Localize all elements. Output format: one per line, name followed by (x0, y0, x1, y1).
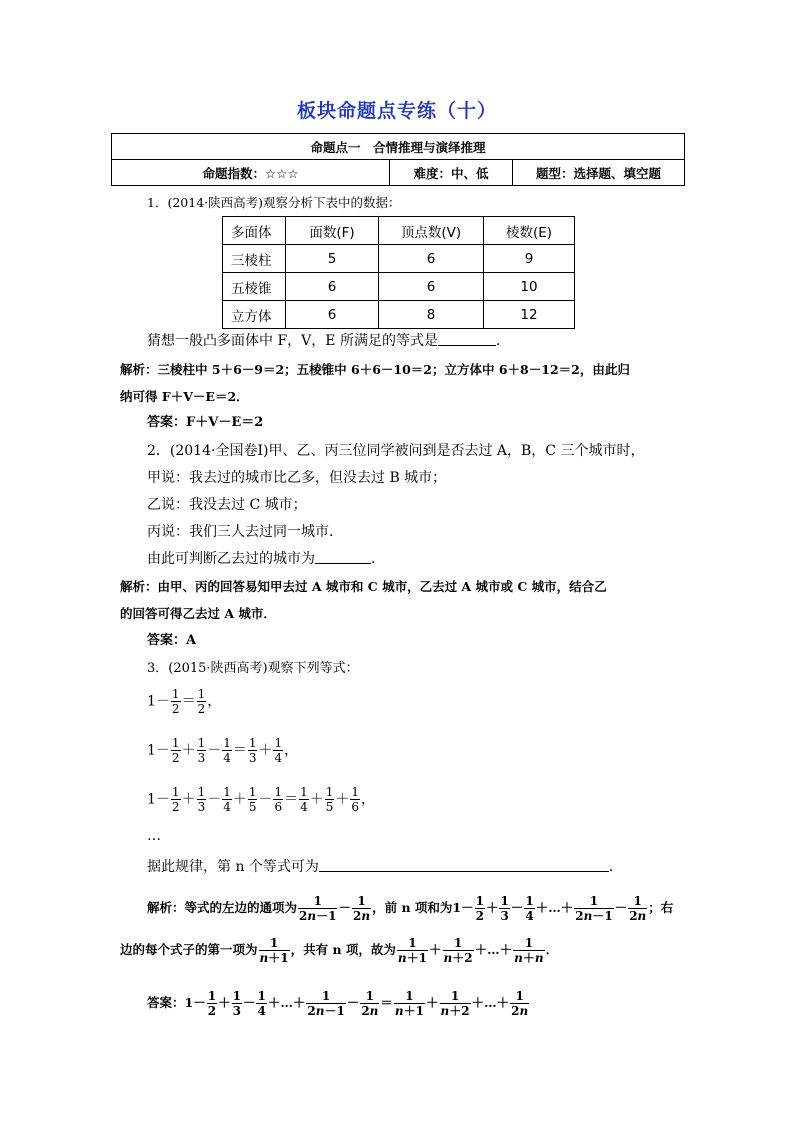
ellipsis: … (147, 828, 161, 844)
analysis-text: 等式的左边的通项为 (184, 900, 298, 915)
q2-jia: 甲说：我去过的城市比乙多，但没去过 B 城市； (147, 470, 447, 486)
q2-yi: 乙说：我没去过 C 城市； (147, 497, 307, 513)
topic-difficulty: 难度：中、低 (390, 160, 513, 186)
q3-law: 据此规律，第 n 个等式可为 (147, 859, 319, 875)
table-header: 面数(F) (286, 217, 379, 245)
answer-blank (438, 331, 496, 346)
table-cell: 五棱锥 (223, 273, 286, 301)
topic-index: 命题指数：☆☆☆ (112, 160, 390, 186)
q1-stem: 1．(2014·陕西高考)观察分析下表中的数据： (147, 195, 401, 210)
table-cell: 5 (286, 245, 379, 273)
answer-blank (315, 549, 371, 564)
q2-analysis-line2: 的回答可得乙去过 A 城市． (120, 606, 276, 621)
table-cell: 6 (379, 273, 484, 301)
topic-label: 命题点一 合情推理与演绎推理 (112, 134, 685, 160)
q2-stem: 2．(2014·全国卷Ⅰ)甲、乙、丙三位同学被问到是否去过 A，B，C 三个城市时， (147, 443, 645, 459)
q1-analysis (120, 356, 676, 410)
table-cell: 8 (379, 301, 484, 329)
q1-guess: 猜想一般凸多面体中 F，V，E 所满足的等式是 (147, 333, 438, 349)
q2-judge-line: 由此可判断乙去过的城市为 ． (147, 551, 385, 567)
table-cell: 6 (286, 273, 379, 301)
table-cell: 12 (484, 301, 575, 329)
equation-3: 1－ $\frac{1}{2}$ ＋ $\frac{1}{3}$ － $\frac{1}{4}$ ＋ $\frac{1}{5}$ － $\frac{1}{6}$ ＝ $\frac{1}{4}$ ＋ $\frac{1}{5}$ ＋ $\frac{1}{6}$ ， (147, 785, 376, 814)
analysis-label: 解析： (120, 579, 158, 594)
q3-law-line: 据此规律，第 n 个等式可为 ． (147, 859, 623, 875)
answer-label: 答案： (147, 995, 185, 1010)
analysis-text: 边的每个式子的第一项为 (120, 942, 258, 957)
q3-analysis-line2: 边的每个式子的第一项为 $\frac{1}{n+1}$ ，共有 n 项，故为 $\frac{1}{n+1}$ ＋ $\frac{1}{n+2}$ ＋…＋ $\frac{1}{n+n}$ ． (120, 936, 559, 965)
table-header: 多面体 (223, 217, 286, 245)
table-cell: 9 (484, 245, 575, 273)
q3-answer-line: 答案：1－ $\frac{1}{2}$ ＋ $\frac{1}{3}$ － $\frac{1}{4}$ ＋…＋ $\frac{1}{2n-1}$ － $\frac{1}{2n}$ ＝ $\frac{1}{n+1}$ ＋ $\frac{1}{n+2}$ ＋…＋ $\frac{1}{2n}$ (147, 989, 529, 1018)
page-title: 板块命题点专练（十） (296, 100, 497, 122)
analysis-text: ，前 n 项和为 (372, 900, 453, 915)
topic-header-table (111, 133, 685, 186)
analysis-label: 解析： (120, 362, 158, 377)
q3-stem: 3．(2015·陕西高考)观察下列等式： (147, 661, 359, 676)
q2-answer: A (186, 633, 197, 648)
q1-answer-line (147, 413, 263, 433)
q1-guess-line: 猜想一般凸多面体中 F，V，E 所满足的等式是 ． (147, 333, 510, 349)
table-header: 棱数(E) (484, 217, 575, 245)
q3-analysis-line1: 解析：等式的左边的通项为 $\frac{1}{2n-1}$ － $\frac{1}{2n}$ ，前 n 项和为1－ $\frac{1}{2}$ ＋ $\frac{1}{3}$ － $\frac{1}{4}$ ＋…＋ $\frac{1}{2n-1}$ － $\frac{1}{2n}$ ；右 (147, 894, 674, 923)
answer-label: 答案： (147, 415, 187, 430)
q1-answer: F＋V－E＝2 (186, 415, 264, 430)
table-cell: 三棱柱 (223, 245, 286, 273)
polyhedron-table (222, 216, 575, 329)
table-cell: 10 (484, 273, 575, 301)
answer-label: 答案： (147, 633, 187, 648)
table-header: 顶点数(V) (379, 217, 484, 245)
table-cell: 立方体 (223, 301, 286, 329)
q2-judge: 由此可判断乙去过的城市为 (147, 551, 315, 567)
q2-analysis (120, 573, 676, 627)
q1-analysis-line1: 三棱柱中 5＋6－9＝2；五棱锥中 6＋6－10＝2；立方体中 6＋8－12＝2，由此归 (157, 362, 630, 377)
equation-2: 1－ $\frac{1}{2}$ ＋ $\frac{1}{3}$ － $\frac{1}{4}$ ＝ $\frac{1}{3}$ ＋ $\frac{1}{4}$ ， (147, 736, 299, 765)
topic-type: 题型：选择题、填空题 (513, 160, 685, 186)
analysis-text: ，共有 n 项，故为 (290, 942, 396, 957)
q2-bing: 丙说：我们三人去过同一城市． (147, 524, 343, 540)
q1-analysis-line2: 纳可得 F＋V－E＝2． (120, 389, 249, 404)
q2-analysis-line1: 由甲、丙的回答易知甲去过 A 城市和 C 城市，乙去过 A 城市或 C 城市，结合乙 (157, 579, 607, 594)
analysis-label: 解析： (147, 900, 185, 915)
table-cell: 6 (379, 245, 484, 273)
q2-answer-line (147, 631, 196, 651)
analysis-text: ；右 (648, 900, 674, 915)
equation-1: 1－ $\frac{1}{2}$ ＝ $\frac{1}{2}$ ， (147, 687, 222, 716)
answer-blank (319, 857, 609, 872)
table-cell: 6 (286, 301, 379, 329)
